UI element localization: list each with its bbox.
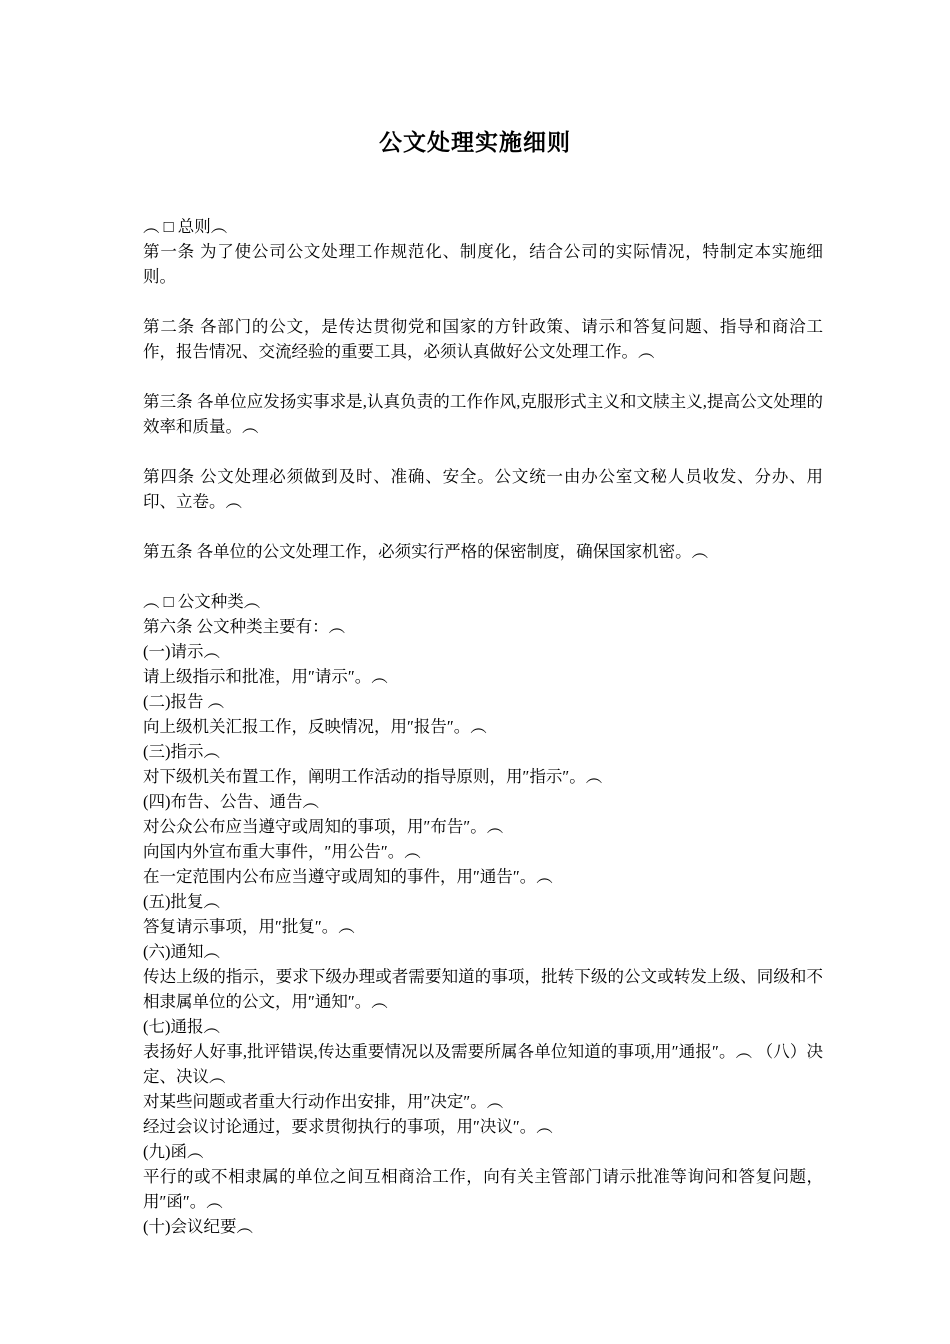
list-item-3-label: (三)指示︵ [143,742,220,761]
list-item-4-desc-tonggao: 在一定范围内公布应当遵守或周知的事件，用″通告″。︵ [143,867,553,886]
paragraph-article-1: 第一条 为了使公司公文处理工作规范化、制度化，结合公司的实际情况，特制定本实施细则。 [143,242,823,286]
list-item-3-desc: 对下级机关布置工作，阐明工作活动的指导原则，用″指示″。︵ [143,767,603,786]
list-item-6-desc: 传达上级的指示，要求下级办理或者需要知道的事项，批转下级的公文或转发上级、同级和不相隶属单位的公文，用″通知″。︵ [143,967,823,1011]
list-item-9-desc: 平行的或不相隶属的单位之间互相商洽工作，向有关主管部门请示批准等询问和答复问题，用″函″。︵ [143,1167,823,1211]
list-item-4-desc-bugao: 对公众公布应当遵守或周知的事项，用″布告″。︵ [143,817,504,836]
list-item-9-label: (九)函︵ [143,1142,204,1161]
list-item-1-label: (一)请示︵ [143,642,220,661]
list-item-4-desc-gonggao: 向国内外宣布重大事件，″用公告″。︵ [143,842,421,861]
paragraph-article-6: 第六条 公文种类主要有：︵ [143,617,346,636]
paragraph-article-2: 第二条 各部门的公文，是传达贯彻党和国家的方针政策、请示和答复问题、指导和商洽工作，报告情况、交流经验的重要工具，必须认真做好公文处理工作。︵ [143,317,823,361]
list-item-2-desc: 向上级机关汇报工作，反映情况，用″报告″。︵ [143,717,487,736]
list-item-5-label: (五)批复︵ [143,892,220,911]
list-item-10-label: (十)会议纪要︵ [143,1217,253,1236]
list-item-5-desc: 答复请示事项，用″批复″。︵ [143,917,355,936]
list-item-2-label: (二)报告 ︵ [143,692,225,711]
section-heading-document-types: ︵ □ 公文种类︵ [143,592,261,611]
list-item-7-label: (七)通报︵ [143,1017,220,1036]
list-item-1-desc: 请上级指示和批准，用″请示″。︵ [143,667,388,686]
paragraph-article-3: 第三条 各单位应发扬实事求是,认真负责的工作作风,克服形式主义和文牍主义,提高公文处理的效率和质量。︵ [143,392,823,436]
section-heading-general: ︵ □ 总则︵ [143,217,228,236]
list-item-8-desc-jueding: 对某些问题或者重大行动作出安排，用″决定″。︵ [143,1092,504,1111]
list-item-7-desc-and-8-label: 表扬好人好事,批评错误,传达重要情况以及需要所属各单位知道的事项,用″通报″。︵ （八）决定、决议︵ [143,1042,823,1086]
list-item-8-desc-jueyi: 经过会议讨论通过，要求贯彻执行的事项，用″决议″。︵ [143,1117,553,1136]
list-item-6-label: (六)通知︵ [143,942,220,961]
paragraph-article-4: 第四条 公文处理必须做到及时、准确、安全。公文统一由办公室文秘人员收发、分办、用印、立卷。︵ [143,467,823,511]
paragraph-article-5: 第五条 各单位的公文处理工作，必须实行严格的保密制度，确保国家机密。︵ [143,542,709,561]
document-title: 公文处理实施细则 [379,129,571,155]
list-item-4-label: (四)布告、公告、通告︵ [143,792,319,811]
document-body [143,214,823,1239]
